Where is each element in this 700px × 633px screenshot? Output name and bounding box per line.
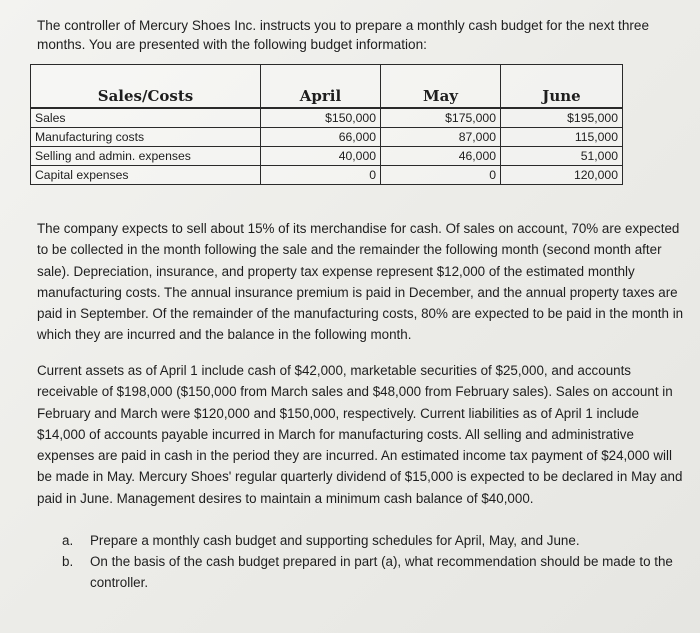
list-marker: a.: [62, 533, 74, 548]
table-row: [31, 147, 623, 166]
cell-june: 51,000: [501, 147, 623, 166]
header-may: May: [381, 65, 501, 109]
table-row: [31, 166, 623, 185]
list-item: [62, 551, 692, 593]
cell-april: $150,000: [261, 108, 381, 128]
table-row: [31, 128, 623, 147]
cell-may: 46,000: [381, 147, 501, 166]
paragraph-current-assets: Current assets as of April 1 include cash of $42,000, marketable securities of $25,000, and accounts receivable of $198,000 ($150,000 from March sales and $48,000 from February sales). Sales on account in February and March were $120,000 and $150,000, respectively. Current liabilities as of April 1 include $14,000 of accounts payable incurred in March for manufacturing costs. All selling and administrative expenses are paid in cash in the period they are incurred. An estimated income tax payment of $24,000 will be made in May. Mercury Shoes' regular quarterly dividend of $15,000 is expected to be declared in May and paid in June. Management desires to maintain a minimum cash balance of $40,000.: [37, 363, 683, 506]
budget-table: [30, 64, 623, 185]
requirement-text: Prepare a monthly cash budget and supporting schedules for April, May, and June.: [90, 533, 580, 548]
cell-may: $175,000: [381, 108, 501, 128]
intro-text: The controller of Mercury Shoes Inc. instructs you to prepare a monthly cash budget for the next three months. You are presented with the following budget information:: [37, 18, 650, 52]
row-label: Manufacturing costs: [31, 128, 261, 147]
header-april: April: [261, 65, 381, 109]
requirement-text: On the basis of the cash budget prepared in part (a), what recommendation should be made to the controller.: [90, 554, 673, 590]
cell-june: $195,000: [501, 108, 623, 128]
cell-april: 40,000: [261, 147, 381, 166]
cell-june: 120,000: [501, 166, 623, 185]
row-label: Selling and admin. expenses: [31, 147, 261, 166]
cell-april: 66,000: [261, 128, 381, 147]
cell-may: 0: [381, 166, 501, 185]
cell-may: 87,000: [381, 128, 501, 147]
table-header-row: [31, 65, 623, 109]
cell-april: 0: [261, 166, 381, 185]
table-row: [31, 108, 623, 128]
list-item: [62, 530, 692, 551]
paragraph-sales-and-costs: The company expects to sell about 15% of its merchandise for cash. Of sales on account, 70% are expected to be collected in the month following the sale and the remainder the following month (second month after sale). Depreciation, insurance, and property tax expense represent $12,000 of the estimated monthly manufacturing costs. The annual insurance premium is paid in December, and the annual property taxes are paid in September. Of the remainder of the manufacturing costs, 80% are expected to be paid in the month in which they are incurred and the balance in the following month.: [37, 221, 684, 343]
cell-june: 115,000: [501, 128, 623, 147]
header-sales-costs: Sales/Costs: [31, 65, 261, 109]
row-label: Sales: [31, 108, 261, 128]
list-marker: b.: [62, 554, 74, 569]
requirements-list: [62, 530, 692, 593]
row-label: Capital expenses: [31, 166, 261, 185]
header-june: June: [501, 65, 623, 109]
